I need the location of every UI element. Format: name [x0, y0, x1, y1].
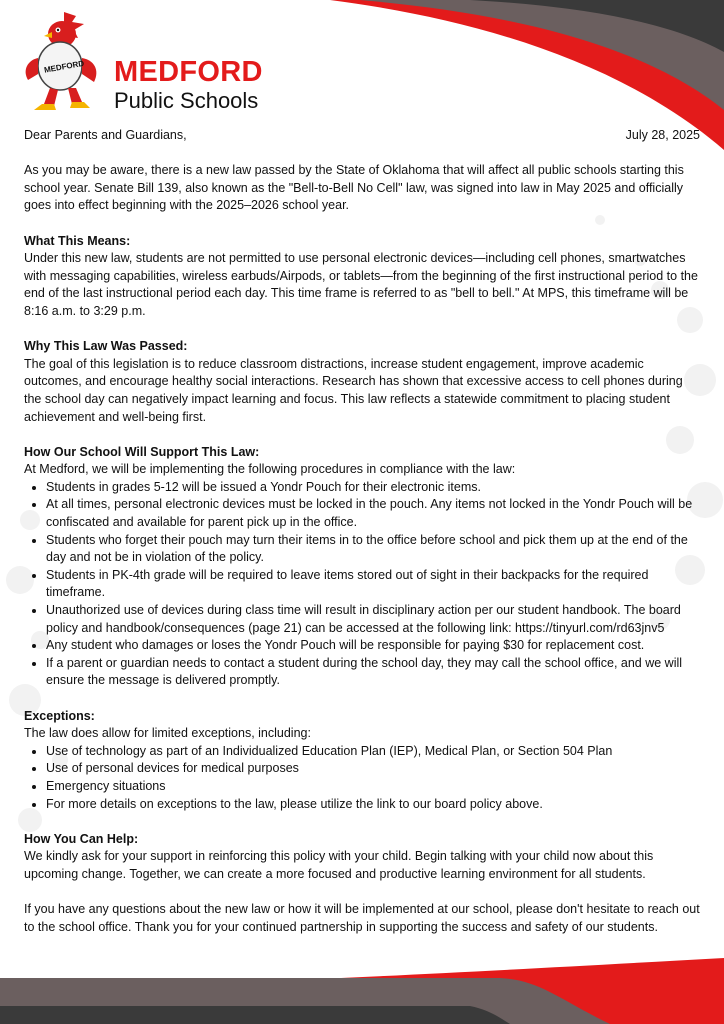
section-heading-why: Why This Law Was Passed:: [24, 339, 188, 354]
support-list: [24, 479, 700, 690]
section-body-exceptions: The law does allow for limited exceptions, including:: [24, 726, 311, 741]
list-item: • Students in PK-4th grade will be required to leave items stored out of sight in their backpacks for the required timeframe.: [46, 567, 700, 602]
letter-date: July 28, 2025: [625, 128, 700, 142]
list-item: • Use of technology as part of an Individualized Education Plan (IEP), Medical Plan, or Section 504 Plan: [46, 743, 700, 761]
list-item: • Any student who damages or loses the Yondr Pouch will be responsible for paying $30 for replacement cost.: [46, 637, 700, 655]
section-heading-support: How Our School Will Support This Law:: [24, 444, 260, 459]
exceptions-list: [24, 743, 700, 813]
section-heading-help: How You Can Help:: [24, 831, 139, 846]
bottom-band-dark: [0, 1006, 510, 1024]
list-item: • At all times, personal electronic devices must be locked in the pouch. Any items not locked in the Yondr Pouch will be confiscated and available for parent pick up in the office.: [46, 496, 700, 531]
mascot-jersey-text: MEDFORD: [43, 58, 85, 75]
section-body-help: We kindly ask for your support in reinforcing this policy with your child. Begin talking with your child now about this upcoming change. Together, we can create a more focused and productive learning environment for all students.: [24, 849, 654, 881]
list-item: • Use of personal devices for medical purposes: [46, 760, 700, 778]
section-body-why: The goal of this legislation is to reduce classroom distractions, increase student engagement, improve academic outcomes, and encourage healthy social interactions. Research has shown that excessive access to cell phones during the school day can negatively impact learning and focus. This law reflects a statewide commitment to placing student achievement and well-being first.: [24, 356, 683, 424]
section-heading-exceptions: Exceptions:: [24, 708, 95, 723]
salutation: Dear Parents and Guardians,: [24, 128, 187, 142]
brand-subtitle: Public Schools: [114, 88, 259, 113]
list-item: • Students in grades 5-12 will be issued a Yondr Pouch for their electronic items.: [46, 479, 700, 497]
brand-name: MEDFORD: [114, 56, 263, 88]
intro-paragraph: As you may be aware, there is a new law passed by the State of Oklahoma that will affect all public schools starting this school year. Senate Bill 139, also known as the "Bell-to-Bell No Cell" law, was signed into law in May 2025 and officially goes into effect beginning with the 2025–2026 school year.: [24, 163, 684, 213]
section-heading-means: What This Means:: [24, 233, 131, 248]
list-item: • For more details on exceptions to the law, please utilize the link to our board policy above.: [46, 796, 700, 814]
list-item: • If a parent or guardian needs to contact a student during the school day, they may call the school office, and we will ensure the message is delivered promptly.: [46, 655, 700, 690]
closing-paragraph: If you have any questions about the new law or how it will be implemented at our school, please don't hesitate to reach out to the school office. Thank you for your continued partnership in supporting the success and safety of our students.: [24, 902, 700, 934]
letter-body: [24, 127, 700, 936]
letter-header-row: [24, 127, 700, 145]
section-body-support: At Medford, we will be implementing the following procedures in compliance with the law:: [24, 462, 516, 477]
section-body-means: Under this new law, students are not permitted to use personal electronic devices—including cell phones, smartwatches with messaging capabilities, wireless earbuds/Airpods, or tablets—from the beginning of the first instructional period to the end of the last instructional period each day. This time frame is referred to as "bell to bell." At MPS, this timeframe will be 8:16 a.m. to 3:29 p.m.: [24, 251, 698, 318]
list-item: • Students who forget their pouch may turn their items in to the office before school and pick them up at the end of the day and not be in violation of the policy.: [46, 532, 700, 567]
cardinal-mascot-logo: [14, 8, 106, 116]
list-item: • Emergency situations: [46, 778, 700, 796]
list-item: • Unauthorized use of devices during class time will result in disciplinary action per our student handbook. The board policy and handbook/consequences (page 21) can be accessed at the following link: https://tinyurl.com/rd63jnv5: [46, 602, 700, 637]
